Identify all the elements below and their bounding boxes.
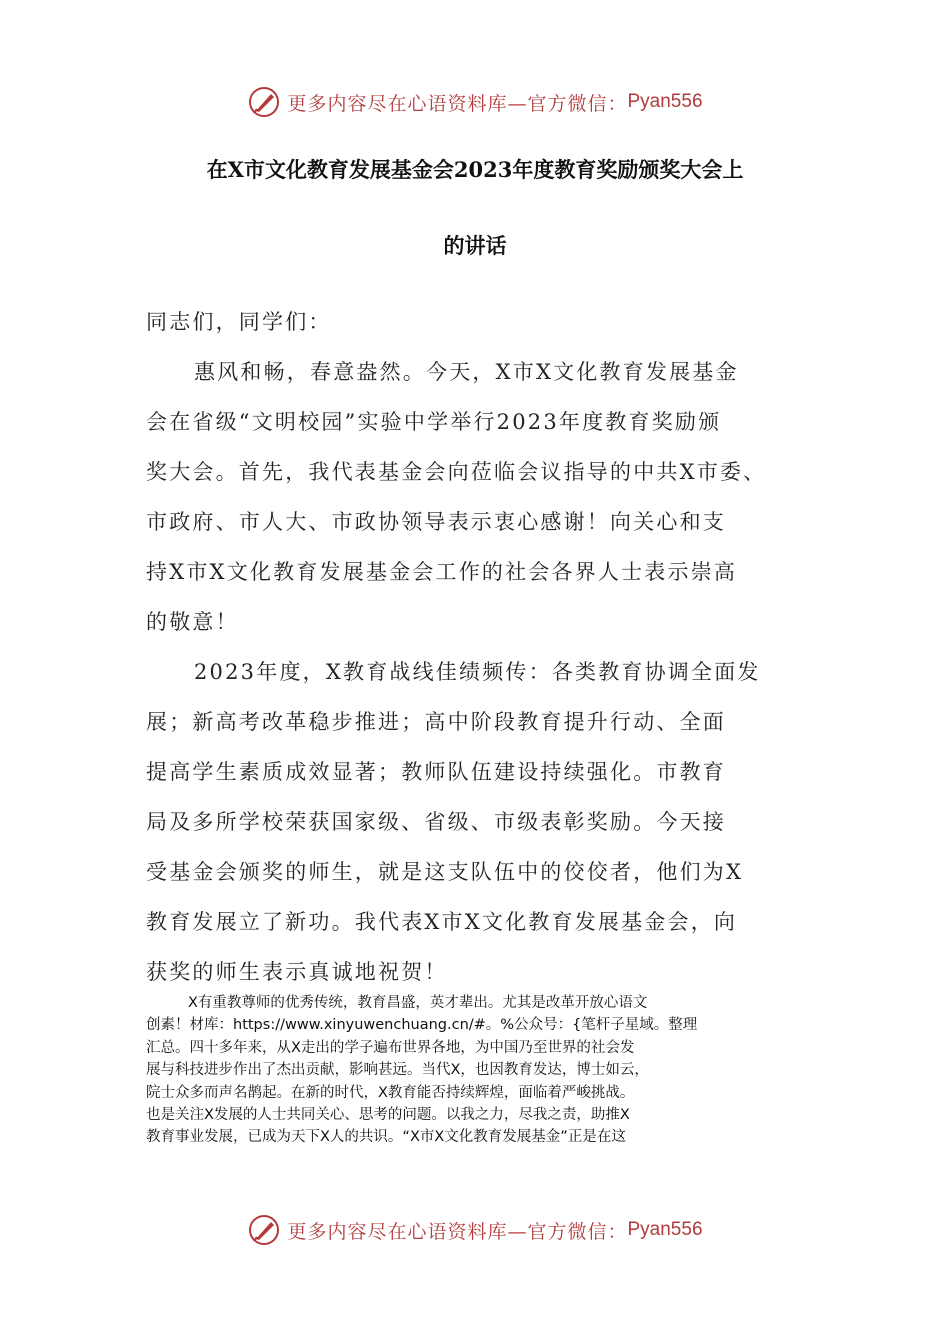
quill-logo-icon (247, 1213, 281, 1247)
watermark-wechat-id: Pyan556 (627, 1219, 703, 1240)
body-line: 获奖的师生表示真诚地祝贺！ (146, 960, 448, 984)
body-line: 提高学生素质成效显著；教师队伍建设持续强化。市教育 (146, 760, 726, 784)
small-paragraph-line: 院士众多而声名鹊起。在新的时代，X教育能否持续辉煌，面临着严峻挑战。 (146, 1084, 635, 1101)
document-title-line-1: 在X市文化教育发展基金会2023年度教育奖励颁奖大会上 (206, 157, 744, 182)
small-paragraph-line: 也是关注X发展的人士共同关心、思考的问题。以我之力，尽我之责，助推X (146, 1107, 630, 1124)
body-line: 惠风和畅，春意盎然。今天，X市X文化教育发展基金 (194, 360, 739, 384)
body-line: 2023年度，X教育战线佳绩频传：各类教育协调全面发 (194, 660, 761, 684)
body-line: 会在省级“文明校园”实验中学举行2023年度教育奖励颁 (146, 410, 722, 434)
body-line: 教育发展立了新功。我代表X市X文化教育发展基金会，向 (146, 910, 738, 934)
quill-logo-icon (247, 85, 281, 119)
document-title-line-2: 的讲话 (443, 233, 507, 258)
body-line: 奖大会。首先，我代表基金会向莅临会议指导的中共X市委、 (146, 460, 767, 484)
body-line: 的敬意！ (146, 610, 239, 634)
body-line: 局及多所学校荣获国家级、省级、市级表彰奖励。今天接 (146, 810, 726, 834)
body-line: 持X市X文化教育发展基金会工作的社会各界人士表示崇高 (146, 560, 738, 584)
small-paragraph-line: 创素！材库：https://www.xinyuwenchuang.cn/#。%公众号：{笔杆子星域。整理 (146, 1017, 698, 1034)
body-line: 受基金会颁奖的师生，就是这支队伍中的佼佼者，他们为X (146, 860, 744, 884)
small-paragraph-line: 教育事业发展，已成为天下X人的共识。“X市X文化教育发展基金”正是在这 (146, 1129, 626, 1146)
footer-watermark (0, 1208, 950, 1252)
small-paragraph-line: 汇总。四十多年来，从X走出的学子遍布世界各地，为中国乃至世界的社会发 (146, 1039, 635, 1056)
small-paragraph (146, 992, 816, 1149)
body-line: 市政府、市人大、市政协领导表示衷心感谢！向关心和支 (146, 510, 726, 534)
small-paragraph-line: X有重教尊师的优秀传统，教育昌盛，英才辈出。尤其是改革开放心语文 (188, 995, 648, 1011)
salutation: 同志们，同学们： (146, 310, 332, 334)
body-line: 展；新高考改革稳步推进；高中阶段教育提升行动、全面 (146, 710, 726, 734)
watermark-text: 更多内容尽在心语资料库—官方微信： (287, 92, 628, 115)
header-watermark (0, 80, 950, 124)
watermark-wechat-id: Pyan556 (627, 91, 703, 112)
watermark-text: 更多内容尽在心语资料库—官方微信： (287, 1220, 628, 1243)
small-paragraph-line: 展与科技进步作出了杰出贡献，影响甚远。当代X，也因教育发达，博士如云， (146, 1062, 649, 1079)
